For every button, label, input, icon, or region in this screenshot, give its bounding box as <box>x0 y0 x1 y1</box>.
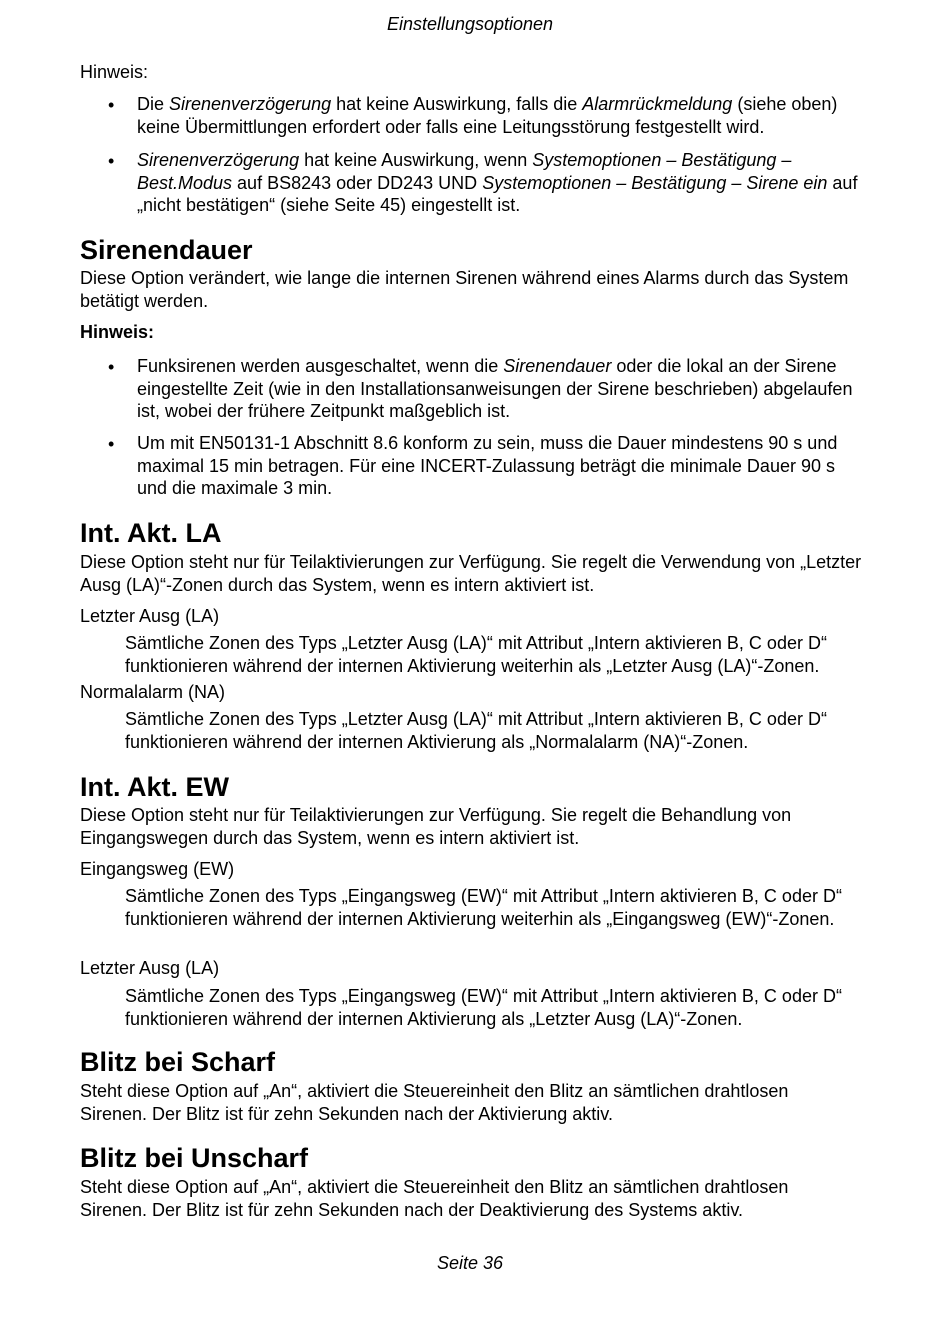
note-bullet-2: Sirenenverzögerung hat keine Auswirkung, wenn Systemoptionen – Bestätigung – Best.Modus auf BS8243 oder DD243 UND Systemoptionen – Bestätigung – Sirene ein auf „nicht bestätigen“ (siehe Seite 45) eingestellt ist. <box>137 150 858 215</box>
option-description: Sämtliche Zonen des Typs „Letzter Ausg (LA)“ mit Attribut „Intern aktivieren B, C oder D“ funktionieren während der internen Aktivierung als „Normalalarm (NA)“-Zonen. <box>125 709 827 752</box>
option-term: Letzter Ausg (LA) <box>80 606 220 626</box>
section-text: Steht diese Option auf „An“, aktiviert die Steuereinheit den Blitz an sämtlichen drahtlosen Sirenen. Der Blitz ist für zehn Sekunden nach der Deaktivierung des Systems aktiv. <box>80 1177 789 1220</box>
option-description: Sämtliche Zonen des Typs „Eingangsweg (EW)“ mit Attribut „Intern aktivieren B, C oder D“ funktionieren während der internen Aktivierung als „Letzter Ausg (LA)“-Zonen. <box>125 986 842 1029</box>
option-term: Normalalarm (NA) <box>80 682 226 702</box>
option-description: Sämtliche Zonen des Typs „Eingangsweg (EW)“ mit Attribut „Intern aktivieren B, C oder D“ funktionieren während der internen Aktivierung weiterhin als „Eingangsweg (EW)“-Zonen. <box>125 886 842 929</box>
bullet-marker: • <box>108 151 115 171</box>
note-label: Hinweis: <box>80 322 155 342</box>
option-description: Sämtliche Zonen des Typs „Letzter Ausg (LA)“ mit Attribut „Intern aktivieren B, C oder D“ funktionieren während der internen Aktivierung weiterhin als „Letzter Ausg (LA)“-Zonen. <box>125 633 827 676</box>
page-header: Einstellungsoptionen <box>386 14 554 34</box>
section-heading-int-akt-la: Int. Akt. LA <box>80 518 222 548</box>
bullet-marker: • <box>108 434 115 454</box>
note-label: Hinweis: <box>80 62 149 82</box>
option-term: Eingangsweg (EW) <box>80 859 235 879</box>
note-bullet-1: Die Sirenenverzögerung hat keine Auswirkung, falls die Alarmrückmeldung (siehe oben) keine Übermittlungen erfordert oder falls eine Leitungsstörung festgestellt wird. <box>137 94 838 137</box>
note-bullet-1: Funksirenen werden ausgeschaltet, wenn die Sirenendauer oder die lokal an der Sirene eingestellte Zeit (wie in den Installationsanweisungen der Sirene beschrieben) abgelaufen ist, wobei der frühere Zeitpunkt maßgeblich ist. <box>137 356 853 421</box>
option-term: Letzter Ausg (LA) <box>80 958 220 978</box>
section-heading-sirenendauer: Sirenendauer <box>80 235 253 265</box>
section-text: Diese Option steht nur für Teilaktivierungen zur Verfügung. Sie regelt die Behandlung von Eingangswegen durch das System, wenn es intern aktiviert ist. <box>80 805 792 848</box>
section-text: Steht diese Option auf „An“, aktiviert die Steuereinheit den Blitz an sämtlichen drahtlosen Sirenen. Der Blitz ist für zehn Sekunden nach der Aktivierung aktiv. <box>80 1081 789 1124</box>
page-footer: Seite 36 <box>436 1253 504 1273</box>
section-heading-blitz-bei-unscharf: Blitz bei Unscharf <box>80 1143 309 1173</box>
section-heading-int-akt-ew: Int. Akt. EW <box>80 772 229 802</box>
section-heading-blitz-bei-scharf: Blitz bei Scharf <box>80 1047 276 1077</box>
bullet-marker: • <box>108 95 115 115</box>
note-bullet-2: Um mit EN50131-1 Abschnitt 8.6 konform zu sein, muss die Dauer mindestens 90 s und maximal 15 min betragen. Für eine INCERT-Zulassung beträgt die minimale Dauer 90 s und die maximale 3 min. <box>137 433 838 498</box>
bullet-marker: • <box>108 357 115 377</box>
section-text: Diese Option verändert, wie lange die internen Sirenen während eines Alarms durch das System betätigt werden. <box>80 268 849 311</box>
section-text: Diese Option steht nur für Teilaktivierungen zur Verfügung. Sie regelt die Verwendung von „Letzter Ausg (LA)“-Zonen durch das System, wenn es intern aktiviert ist. <box>80 552 862 595</box>
